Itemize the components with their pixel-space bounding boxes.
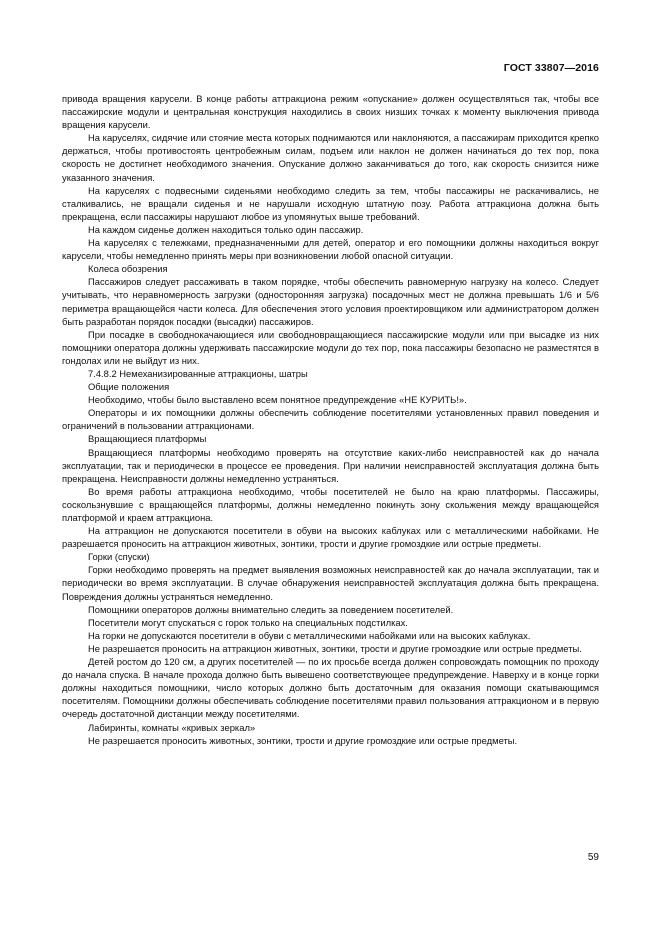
paragraph: На каждом сиденье должен находиться только один пассажир.: [88, 223, 364, 235]
paragraph: При посадке в свободнокачающиеся или свободновращающиеся пассажирские модули или при высадке из них помощники оператора должны удерживать пассажирские модули до тех пор, пока пассажиры безопасно не разместятся в гондолах или не выйдут из них.: [62, 328, 599, 366]
body-text: [62, 92, 599, 747]
paragraph: На каруселях с тележками, предназначенными для детей, оператор и его помощники должны находиться вокруг карусели, чтобы немедленно принять меры при возникновении любой опасной ситуации.: [62, 237, 599, 262]
paragraph: Помощники операторов должны внимательно следить за поведением посетителей.: [88, 603, 454, 615]
document-id-header: ГОСТ 33807—2016: [503, 62, 599, 74]
section-heading: Вращающиеся платформы: [88, 433, 207, 445]
paragraph: Операторы и их помощники должны обеспечить соблюдение посетителями установленных правил поведения и ограничений в пользовании аттракционами.: [62, 407, 599, 432]
paragraph: Не разрешается проносить на аттракцион животных, зонтики, трости и другие громоздкие или острые предметы.: [88, 642, 582, 654]
paragraph: привода вращения карусели. В конце работы аттракциона режим «опускание» должен осуществляться так, чтобы все пассажирские модули и центральная конструкция находились в своих низших точках к моменту выключения привода вращения карусели.: [62, 93, 599, 131]
paragraph: Посетители могут спускаться с горок только на специальных подстилках.: [88, 616, 408, 628]
paragraph: Пассажиров следует рассаживать в таком порядке, чтобы обеспечить равномерную нагрузку на колесо. Следует учитывать, что неравномерность загрузки (односторонняя загрузка) посадочных мест не должна превышать 1/6 и 5/6 периметра вращающейся части колеса. Для обеспечения этого условия проектировщиком или администратором должен быть разработан порядок посадки (высадки) пассажиров.: [62, 276, 599, 327]
paragraph: Горки необходимо проверять на предмет выявления возможных неисправностей как до начала эксплуатации, так и периодически во время эксплуатации. В случае обнаружения неисправностей эксплуатация должна быть прекращена. Повреждения должны устраняться немедленно.: [62, 564, 599, 602]
paragraph: Во время работы аттракциона необходимо, чтобы посетителей не было на краю платформы. Пассажиры, соскользнувшие с вращающейся платформы, должны немедленно покинуть зону скольжения между вращающейся платформой и краем аттракциона.: [62, 485, 599, 523]
paragraph: На горки не допускаются посетители в обуви с металлическими набойками или на высоких каблуках.: [88, 629, 531, 641]
paragraph: На аттракцион не допускаются посетители в обуви на высоких каблуках или с металлическими набойками. Не разрешается проносить на аттракцион животных, зонтики, трости и другие громоздкие или острые предметы.: [62, 525, 599, 550]
section-heading: Колеса обозрения: [88, 263, 168, 275]
section-heading: Лабиринты, комнаты «кривых зеркал»: [88, 721, 256, 733]
section-heading: Общие положения: [88, 381, 170, 393]
paragraph: Не разрешается проносить животных, зонтики, трости и другие громоздкие или острые предметы.: [88, 734, 518, 746]
paragraph: Вращающиеся платформы необходимо проверять на отсутствие каких-либо неисправностей как до начала эксплуатации, так и периодически в процессе ее проведения. При наличии неисправностей эксплуатация должна быть прекращена. Неисправности должны немедленно устраняться.: [62, 446, 599, 484]
paragraph: На каруселях с подвесными сиденьями необходимо следить за тем, чтобы пассажиры не раскачивались, не сталкивались, не вращали сиденья и не нарушали исходную штатную позу. Работа аттракциона должна быть прекращена, если пассажиры нарушают любое из упомянутых выше требований.: [62, 184, 599, 222]
section-heading: Горки (спуски): [88, 551, 150, 563]
paragraph: На каруселях, сидячие или стоячие места которых поднимаются или наклоняются, а пассажирам приходится крепко держаться, чтобы противостоять центробежным силам, подъем или наклон не должен начинаться до тех пор, пока скорость не достигнет необходимого значения. Опускание должно заканчиваться до того, как скорость снизится ниже указанного значения.: [62, 132, 599, 183]
page-number: 59: [587, 852, 599, 863]
section-heading: 7.4.8.2 Немеханизированные аттракционы, шатры: [88, 367, 308, 379]
paragraph: Детей ростом до 120 см, а других посетителей — по их просьбе всегда должен сопровождать помощник по проходу до начала спуска. В начале прохода должно быть вывешено соответствующее предупреждение. Наверху и в конце горки должны находиться помощники, число которых должно быть достаточным для оказания помощи скатывающимся посетителям. Помощники должны обеспечивать соблюдение посетителями правил пользования аттракционом и в первую очередь достаточной дистанции между посетителями.: [62, 656, 599, 720]
paragraph: Необходимо, чтобы было выставлено всем понятное предупреждение «НЕ КУРИТЬ!».: [88, 394, 467, 406]
